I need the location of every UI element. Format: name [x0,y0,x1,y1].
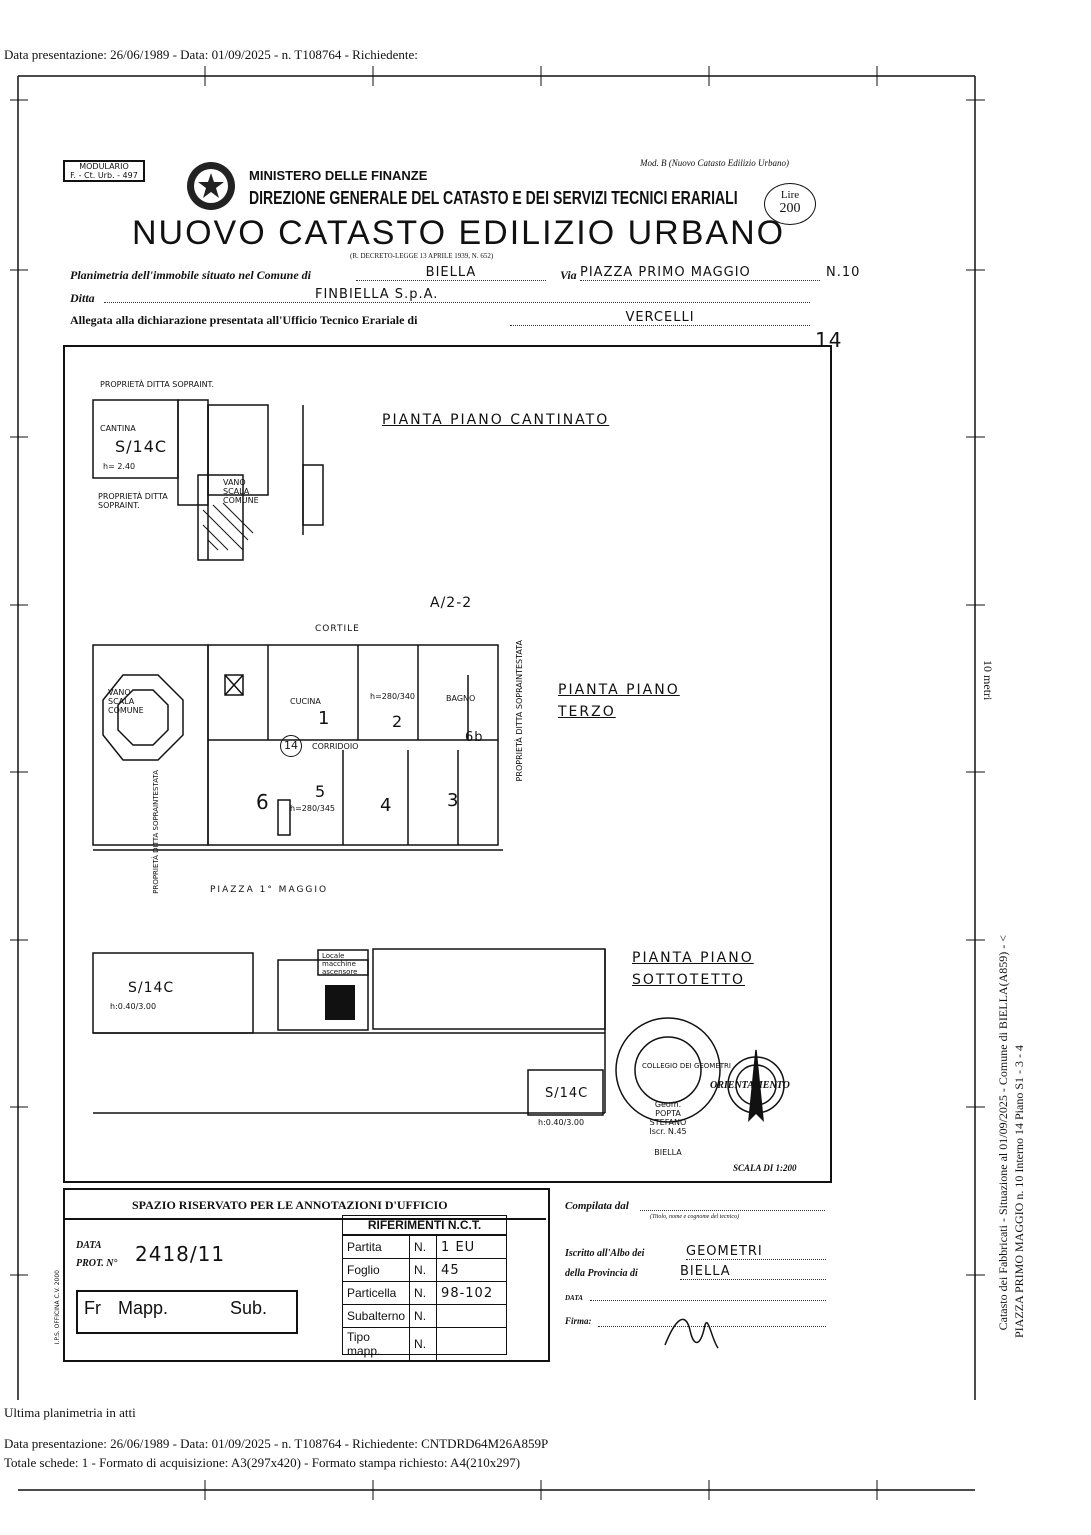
table-row [343,1328,506,1361]
row-label: Subalterno [343,1305,410,1328]
cortile-label: CORTILE [315,624,360,634]
row-value [437,1305,506,1328]
right-vertical-2: PIAZZA PRIMO MAGGIO n. 10 Interno 14 Piano S1 - 3 - 4 [1012,1045,1026,1338]
h-terzo-2: h=280/345 [290,804,336,813]
row-value: 98-102 [437,1282,506,1305]
right-vertical-1: Catasto dei Fabbricati - Situazione al 01/09/2025 - Comune di BIELLA(A859) - < [996,935,1010,1331]
modulario-label: MODULARIO [79,162,129,171]
ditta-label: Ditta [70,291,95,305]
sotto-sub-2: S/14C [545,1086,589,1101]
iscritto-value: GEOMETRI [686,1244,826,1260]
provincia-label: della Provincia di [565,1268,638,1279]
main-title: NUOVO CATASTO EDILIZIO URBANO [132,214,786,252]
sheet-number: 14 [815,328,843,352]
sotto-h-1: h:0.40/3.00 [110,1002,157,1011]
footer-line-1: Data presentazione: 26/06/1989 - Data: 01/09/2025 - n. T108764 - Richiedente: CNTDRD64M26A859P [4,1436,549,1451]
row-n: N. [410,1328,437,1361]
side-code: I.P.S. OFFICINA C.V. 2000 [54,1270,61,1345]
ministry-title: MINISTERO DELLE FINANZE [249,168,428,183]
row-value: 45 [437,1259,506,1282]
row-n: N. [410,1259,437,1282]
room-4: 4 [380,795,393,816]
via-value: PIAZZA PRIMO MAGGIO [580,265,820,281]
lire-value: 200 [779,201,801,216]
row-n: N. [410,1305,437,1328]
table-row [343,1305,506,1328]
provincia-value: BIELLA [680,1264,826,1280]
ultima-planimetria: Ultima planimetria in atti [4,1405,136,1420]
prot-label: PROT. N° [76,1258,118,1269]
data-label: DATA [76,1240,102,1251]
compilata-line [640,1210,825,1211]
ditta-value: FINBIELLA S.p.A. [315,287,439,302]
row-n: N. [410,1236,437,1259]
modulario-code: F. - Ct. Urb. - 497 [70,171,138,180]
table-row [343,1282,506,1305]
cantina-label: CANTINA [100,424,136,433]
footer-line-2: Totale schede: 1 - Formato di acquisizione: A3(297x420) - Formato stampa richiesto: A4(210x297) [4,1455,521,1470]
row-label: Partita [343,1236,410,1259]
allegata-label: Allegata alla dichiarazione presentata all'Ufficio Tecnico Erariale di [70,313,418,327]
sotto-h-2: h:0.40/3.00 [538,1118,585,1127]
side-note-right: PROPRIETÀ DITTA SOPRAINTESTATA [515,640,524,782]
h-terzo-1: h=280/340 [370,692,416,701]
lire-label: Lire [780,189,800,201]
header-top-line: Data presentazione: 26/06/1989 - Data: 01/09/2025 - n. T108764 - Richiedente: [4,47,418,62]
planimetria-label: Planimetria dell'immobile situato nel Comune di [70,268,312,282]
cantinato-title: PIANTA PIANO CANTINATO [382,412,610,428]
vano-scala-label-cantinato: VANO SCALA COMUNE [223,478,259,505]
room-6b: 6b [465,730,484,745]
stamp-bottom-text: BIELLA [654,1148,682,1157]
row-n: N. [410,1282,437,1305]
room-3: 3 [447,790,460,811]
scale-label: SCALA DI 1:200 [733,1163,797,1173]
firma-label: Firma: [565,1316,592,1326]
stamp-inner-text: Geom. POPTA STEFANO Iscr. N.45 [649,1100,687,1136]
direzione-title: DIREZIONE GENERALE DEL CATASTO E DEI SERVIZI TECNICI ERARIALI [249,188,738,208]
ufficio-header: SPAZIO RISERVATO PER LE ANNOTAZIONI D'UFFICIO [132,1198,448,1212]
compilata-label: Compilata dal [565,1200,629,1212]
mapp-label: Mapp. [118,1298,169,1318]
room-6: 6 [256,790,270,814]
orientamento-label: ORIENTAMENTO [710,1080,790,1091]
row-value [437,1328,506,1361]
row-value: 1 EU [437,1236,506,1259]
sub-label: Sub. [230,1298,268,1318]
table-row [343,1259,506,1282]
table-row [343,1236,506,1259]
emblem-icon [183,157,239,215]
corridoio-label: CORRIDOIO [312,742,359,751]
ditta-underline [104,302,810,303]
sotto-sub-1: S/14C [128,980,175,996]
mod-ref: Mod. B (Nuovo Catasto Edilizio Urbano) [640,158,789,168]
proprieta-bottom-label: PROPRIETÀ DITTA SOPRAINT. [98,492,168,510]
compilata-note: (Titolo, nome e cognome del tecnico) [650,1214,739,1220]
locale-macchine-label: Locale macchine ascensore [322,952,358,976]
riferimenti-table [343,1235,506,1360]
room-5: 5 [315,782,327,801]
piazza-label: PIAZZA 1° MAGGIO [210,885,329,895]
sottotetto-title-2: SOTTOTETTO [632,972,746,988]
via-label: Via [560,268,577,282]
row-label: Foglio [343,1259,410,1282]
floor-plan-drawing [63,345,828,1179]
category-code: A/2-2 [430,595,473,611]
modulario-box [63,160,145,182]
room-1: 1 [318,708,331,729]
vano-scala-label-terzo: VANO SCALA COMUNE [108,688,144,715]
cucina-label: CUCINA [290,697,321,706]
scale-10m: 10 metri [981,660,995,701]
prot-value: 2418/11 [135,1242,226,1266]
terzo-title-2: TERZO [558,704,616,720]
side-note-left: PROPRIETÀ DITTA SOPRAINTESTATA [152,770,160,894]
cantina-height: h= 2.40 [103,462,136,471]
iscritto-label: Iscritto all'Albo dei [565,1248,645,1259]
signature-icon [660,1300,730,1360]
riferimenti-box [342,1215,507,1358]
stamp-ring-text: COLLEGIO DEI GEOMETRI [642,1062,731,1070]
comune-value: BIELLA [356,265,546,281]
row-label: Particella [343,1282,410,1305]
sottotetto-title-1: PIANTA PIANO [632,950,754,966]
decree: (R. DECRETO-LEGGE 13 APRILE 1939, N. 652) [350,252,494,260]
proprieta-top-label: PROPRIETÀ DITTA SOPRAINT. [100,380,215,389]
terzo-title-1: PIANTA PIANO [558,682,680,698]
bagno-label: BAGNO [446,694,476,703]
room-2: 2 [392,712,404,731]
riferimenti-header: RIFERIMENTI N.C.T. [343,1216,506,1235]
row-label: Tipo mapp. [343,1328,410,1361]
allegata-value: VERCELLI [510,310,810,326]
fr-label: Fr [84,1298,101,1318]
civico-value: N.10 [826,265,861,280]
sub-14-badge: 14 [280,735,302,757]
data-label-2: DATA [565,1294,583,1302]
cantina-sub: S/14C [115,437,168,456]
